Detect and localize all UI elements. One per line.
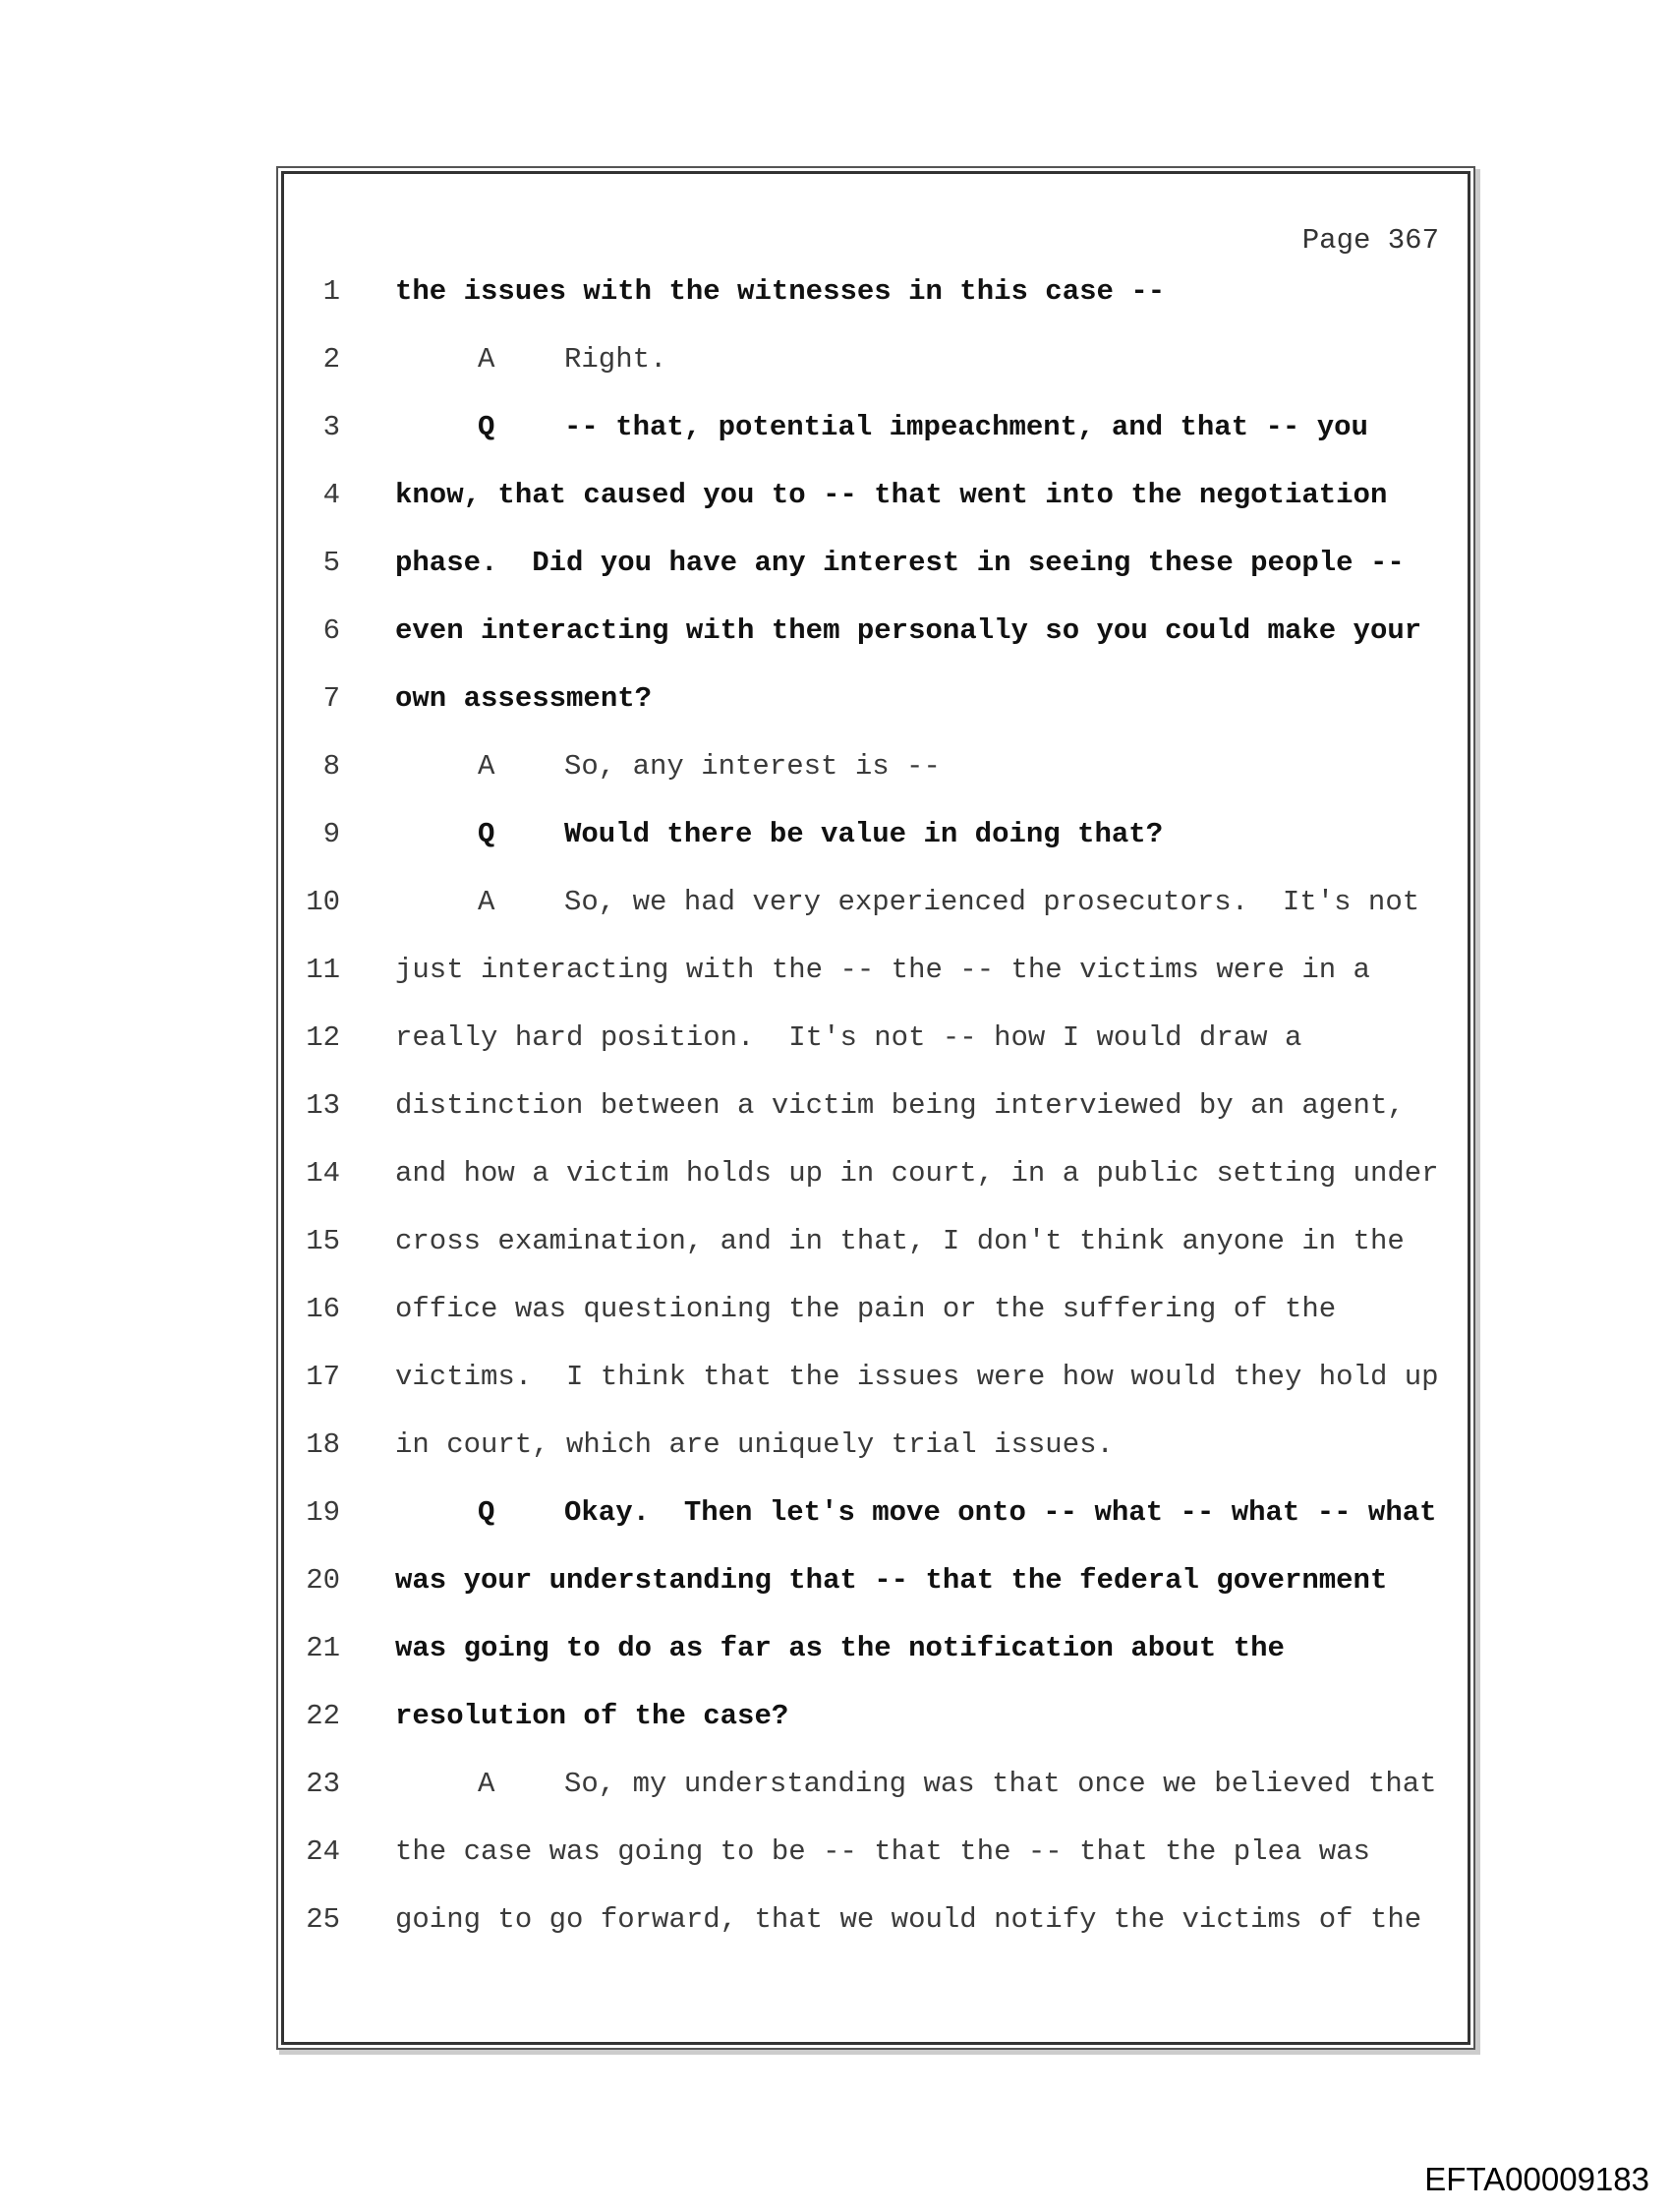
line-content: Would there be value in doing that?	[564, 818, 1164, 850]
line-text	[395, 682, 652, 715]
line-content: was going to do as far as the notification about the	[395, 1632, 1285, 1664]
line-text	[478, 818, 1163, 850]
line-number: 13	[306, 1089, 340, 1122]
line-content: own assessment?	[395, 682, 653, 715]
line-text	[395, 1157, 1439, 1190]
line-text	[395, 1293, 1336, 1325]
line-content: really hard position. It's not -- how I would draw a	[395, 1021, 1302, 1054]
line-content: victims. I think that the issues were how would they hold up	[395, 1361, 1439, 1393]
line-content: -- that, potential impeachment, and that -- you	[564, 411, 1368, 443]
line-content: So, my understanding was that once we believed that	[564, 1768, 1437, 1800]
line-content: the case was going to be -- that the -- that the plea was	[395, 1835, 1370, 1868]
line-content: Right.	[564, 343, 667, 376]
line-text	[395, 1225, 1405, 1257]
line-number: 22	[306, 1700, 340, 1732]
line-number: 5	[322, 547, 340, 579]
line-text	[478, 343, 666, 376]
line-text	[395, 1903, 1421, 1936]
line-number: 20	[306, 1564, 340, 1597]
line-number: 8	[322, 750, 340, 783]
document-id: EFTA00009183	[1424, 2161, 1649, 2197]
line-number: 12	[306, 1021, 340, 1054]
line-text	[395, 1428, 1114, 1461]
line-content: Okay. Then let's move onto -- what -- what -- what	[564, 1496, 1437, 1529]
line-content: So, we had very experienced prosecutors. It's not	[564, 886, 1420, 918]
line-number: 1	[322, 275, 340, 308]
speaker-label: A	[478, 886, 495, 918]
line-content: even interacting with them personally so you could make your	[395, 614, 1422, 647]
line-text	[395, 547, 1405, 579]
line-number: 9	[322, 818, 340, 850]
line-number: 21	[306, 1632, 340, 1664]
line-text	[395, 479, 1387, 511]
line-number: 18	[306, 1428, 340, 1461]
line-content: in court, which are uniquely trial issues.	[395, 1428, 1114, 1461]
line-number: 10	[306, 886, 340, 918]
line-content: phase. Did you have any interest in seeing these people --	[395, 547, 1405, 579]
line-content: just interacting with the -- the -- the victims were in a	[395, 954, 1370, 986]
speaker-label: A	[478, 750, 495, 783]
line-number: 7	[322, 682, 340, 715]
line-text	[395, 1700, 788, 1732]
line-number: 24	[306, 1835, 340, 1868]
line-number: 2	[322, 343, 340, 376]
line-text	[395, 1835, 1370, 1868]
line-number: 16	[306, 1293, 340, 1325]
speaker-label: Q	[478, 411, 495, 443]
line-text	[395, 1021, 1301, 1054]
line-text	[395, 954, 1370, 986]
line-text	[395, 1564, 1387, 1597]
line-content: going to go forward, that we would notify the victims of the	[395, 1903, 1422, 1936]
line-text	[478, 411, 1368, 443]
line-text	[478, 886, 1419, 918]
line-number: 3	[322, 411, 340, 443]
line-content: know, that caused you to -- that went into the negotiation	[395, 479, 1388, 511]
line-number: 14	[306, 1157, 340, 1190]
line-number: 6	[322, 614, 340, 647]
line-content: and how a victim holds up in court, in a public setting under	[395, 1157, 1439, 1190]
line-text	[395, 1632, 1285, 1664]
speaker-label: Q	[478, 1496, 495, 1529]
line-text	[478, 1496, 1437, 1529]
line-number: 17	[306, 1361, 340, 1393]
line-number: 25	[306, 1903, 340, 1936]
line-content: resolution of the case?	[395, 1700, 789, 1732]
line-text	[478, 1768, 1437, 1800]
line-text	[395, 1089, 1405, 1122]
line-text	[395, 1361, 1439, 1393]
line-number: 4	[322, 479, 340, 511]
line-content: office was questioning the pain or the suffering of the	[395, 1293, 1337, 1325]
line-content: was your understanding that -- that the federal government	[395, 1564, 1388, 1597]
line-text	[395, 614, 1421, 647]
line-content: distinction between a victim being interviewed by an agent,	[395, 1089, 1405, 1122]
line-number: 15	[306, 1225, 340, 1257]
line-number: 11	[306, 954, 340, 986]
line-number: 19	[306, 1496, 340, 1529]
line-number: 23	[306, 1768, 340, 1800]
speaker-label: A	[478, 1768, 495, 1800]
line-content: the issues with the witnesses in this case --	[395, 275, 1166, 308]
speaker-label: A	[478, 343, 495, 376]
line-content: cross examination, and in that, I don't think anyone in the	[395, 1225, 1405, 1257]
page-number: Page 367	[1301, 224, 1439, 257]
line-text	[478, 750, 941, 783]
speaker-label: Q	[478, 818, 495, 850]
line-content: So, any interest is --	[564, 750, 941, 783]
line-text	[395, 275, 1165, 308]
